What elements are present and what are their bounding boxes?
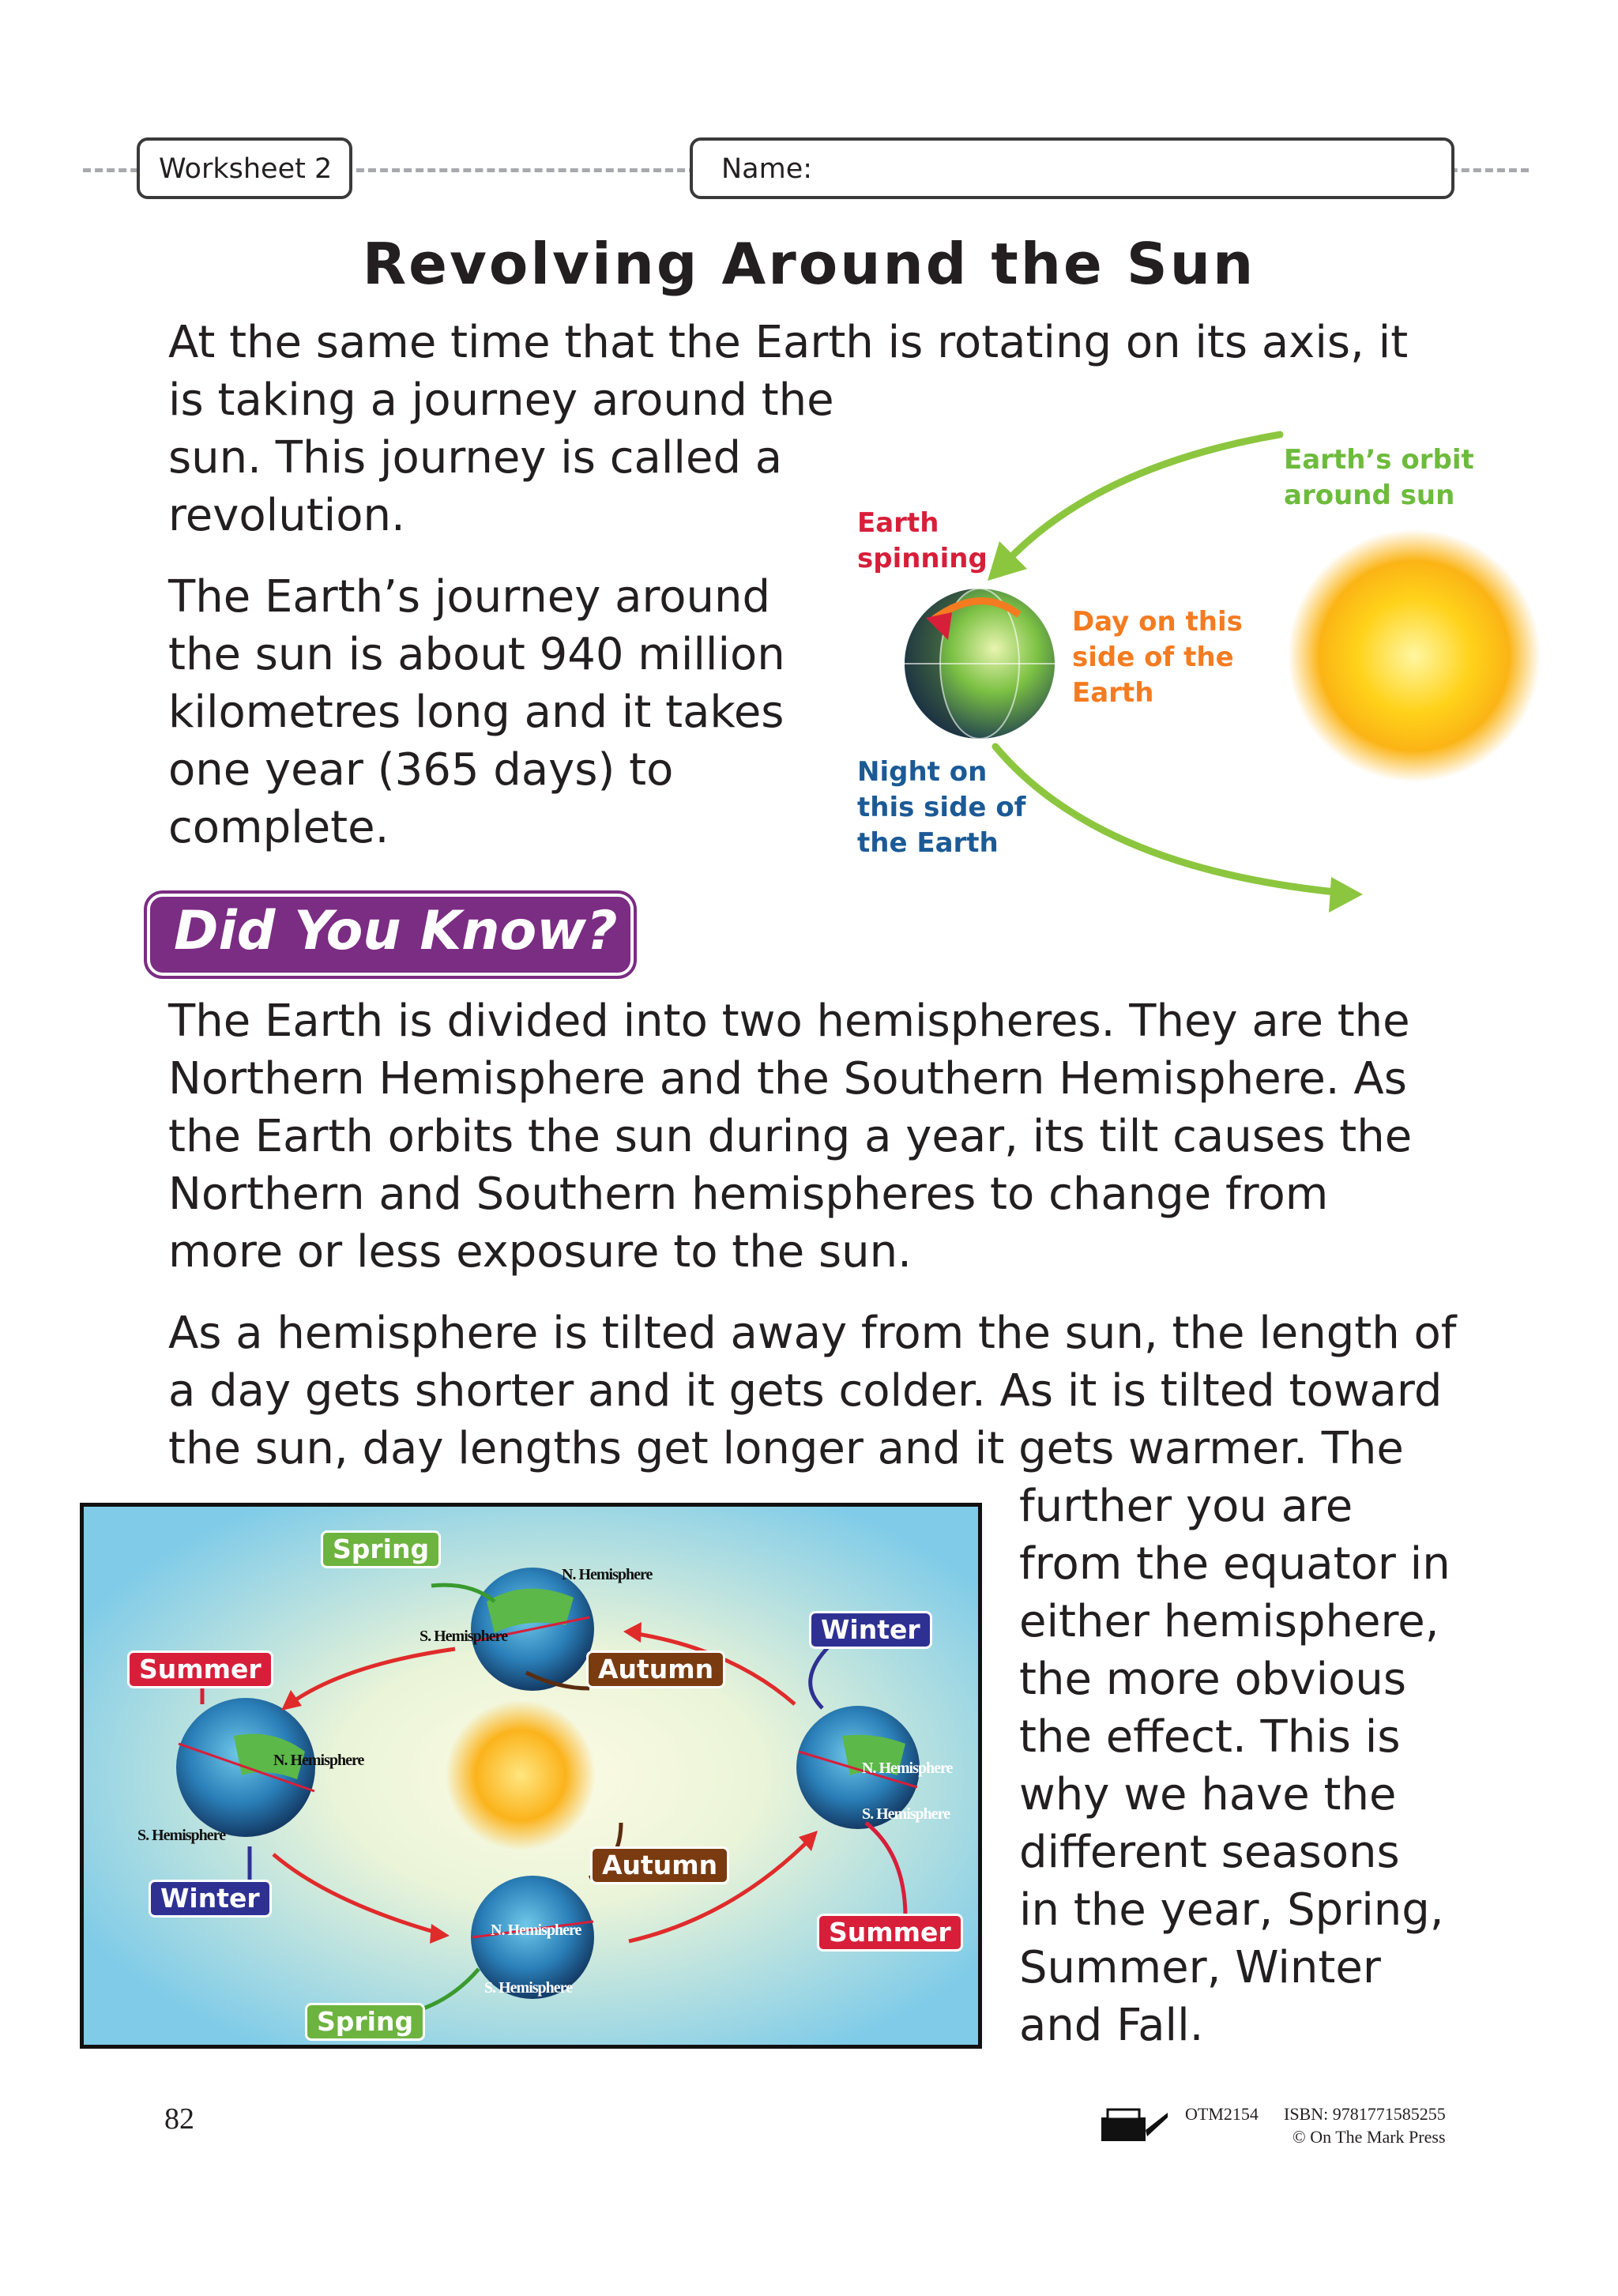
season-label-summer-left: Summer <box>127 1650 273 1688</box>
season-label-winter-right: Winter <box>809 1611 932 1649</box>
sun-icon <box>1288 529 1541 782</box>
night-side-line: the Earth <box>857 827 999 859</box>
day-side-line: side of the <box>1072 642 1234 673</box>
tilt-paragraph-side <box>1019 1477 1451 2054</box>
season-label-winter-left: Winter <box>149 1880 272 1918</box>
seasons-diagram-art <box>84 1507 978 2045</box>
season-label-spring-top: Spring <box>321 1530 441 1568</box>
n-hemisphere-label: N. Hemisphere <box>273 1752 364 1769</box>
orbit-label <box>1284 442 1474 514</box>
tilt-paragraph-top <box>168 1304 1456 1477</box>
hemispheres-line: Northern Hemisphere and the Southern Hemisphere. As <box>168 1053 1407 1105</box>
hemispheres-line: Northern and Southern hemispheres to change from <box>168 1169 1329 1220</box>
hemispheres-line: the Earth orbits the sun during a year, its tilt causes the <box>168 1111 1413 1162</box>
tilt-line: Summer, Winter <box>1019 1942 1381 1993</box>
tilt-line: either hemisphere, <box>1019 1596 1439 1647</box>
publisher-credit: © On The Mark Press <box>1293 2127 1446 2147</box>
day-side-label <box>1072 604 1243 711</box>
journey-paragraph <box>168 568 785 856</box>
orbit-arrow-bottom <box>995 747 1343 893</box>
tilt-line: the more obvious <box>1019 1654 1406 1705</box>
tilt-line: and Fall. <box>1019 2000 1204 2051</box>
night-side-line: this side of <box>857 792 1026 823</box>
name-label: Name: <box>721 153 813 185</box>
earth-spinning-label <box>857 506 988 577</box>
did-you-know-heading: Did You Know? <box>174 900 618 962</box>
worksheet-label-box <box>137 137 352 199</box>
publisher-logo-icon <box>1100 2106 1169 2143</box>
journey-line: the sun is about 940 million <box>168 629 785 680</box>
sun-icon <box>446 1700 596 1850</box>
product-code: OTM2154 <box>1185 2104 1259 2124</box>
night-side-label <box>857 755 1025 861</box>
s-hemisphere-label: S. Hemisphere <box>137 1827 226 1844</box>
s-hemisphere-label: S. Hemisphere <box>484 1979 573 1997</box>
day-side-line: Day on this <box>1072 606 1243 638</box>
journey-line: one year (365 days) to <box>168 744 674 796</box>
tilt-line: a day gets shorter and it gets colder. As it is tilted toward <box>168 1365 1443 1417</box>
season-label-autumn-top: Autumn <box>586 1650 725 1688</box>
orbit-label-line: around sun <box>1284 480 1455 511</box>
tilt-line: in the year, Spring, <box>1019 1884 1444 1936</box>
orbit-arrow-top <box>1007 435 1280 561</box>
hemispheres-line: more or less exposure to the sun. <box>168 1226 912 1278</box>
s-hemisphere-label: S. Hemisphere <box>420 1628 508 1645</box>
tilt-line: As a hemisphere is tilted away from the sun, the length of <box>168 1308 1457 1359</box>
page-number: 82 <box>164 2102 194 2136</box>
day-side-line: Earth <box>1072 677 1154 709</box>
earth-spinning-line: Earth <box>857 507 939 539</box>
tilt-line: further you are <box>1019 1481 1353 1532</box>
s-hemisphere-label: S. Hemisphere <box>862 1805 950 1823</box>
hemispheres-line: The Earth is divided into two hemispheres. They are the <box>168 996 1410 1047</box>
n-hemisphere-label: N. Hemisphere <box>562 1566 653 1583</box>
tilt-line: the sun, day lengths get longer and it gets warmer. The <box>168 1423 1404 1474</box>
did-you-know-banner <box>147 894 634 976</box>
isbn: ISBN: 9781771585255 <box>1284 2104 1446 2124</box>
orbit-arrowhead-bottom <box>1329 877 1363 913</box>
season-label-summer-right: Summer <box>817 1914 963 1952</box>
tilt-line: the effect. This is <box>1019 1711 1401 1763</box>
seasons-diagram <box>80 1503 982 2049</box>
intro-line: At the same time that the Earth is rotating on its axis, it <box>168 317 1409 368</box>
intro-line: is taking a journey around the <box>168 375 834 426</box>
tilt-line: from the equator in <box>1019 1538 1451 1590</box>
intro-line: sun. This journey is called a <box>168 432 783 484</box>
season-label-autumn-bottom: Autumn <box>590 1846 729 1884</box>
intro-line: revolution. <box>168 490 405 541</box>
tilt-line: different seasons <box>1019 1827 1400 1878</box>
hemispheres-paragraph <box>168 992 1412 1281</box>
night-side-line: Night on <box>857 756 988 788</box>
journey-line: kilometres long and it takes <box>168 687 785 738</box>
tilt-line: why we have the <box>1019 1769 1397 1820</box>
name-field[interactable] <box>690 137 1454 199</box>
season-label-spring-bottom: Spring <box>305 2003 425 2041</box>
earth-spinning-line: spinning <box>857 543 988 574</box>
n-hemisphere-label: N. Hemisphere <box>862 1760 953 1777</box>
journey-line: The Earth’s journey around <box>168 571 771 623</box>
worksheet-label: Worksheet 2 <box>159 153 333 185</box>
n-hemisphere-label: N. Hemisphere <box>491 1921 581 1939</box>
journey-line: complete. <box>168 802 389 853</box>
page-title: Revolving Around the Sun <box>362 231 1256 297</box>
orbit-diagram <box>837 411 1580 917</box>
orbit-label-line: Earth’s orbit <box>1284 444 1474 476</box>
